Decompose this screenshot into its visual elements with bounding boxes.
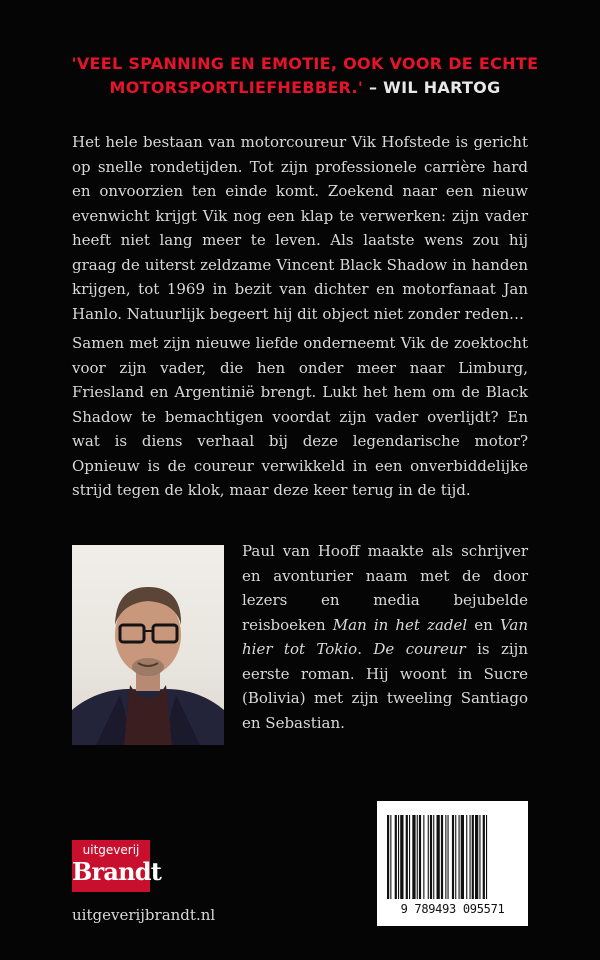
bio-book-title-2: Van hier tot Tokio bbox=[242, 615, 528, 658]
quote-dash: – bbox=[368, 78, 378, 97]
review-quote bbox=[60, 52, 550, 100]
barcode-bar bbox=[433, 815, 434, 899]
barcode-bar bbox=[409, 815, 410, 899]
bio-text-4: is zijn eerste roman. Hij woont in Sucre (Bolivia) met zijn tweeling Santiago en Sebastian. bbox=[242, 640, 528, 732]
bio-text-1: Paul van Hooff maakte als schrijver en avonturier naam met de door lezers en media bejubelde reisboeken bbox=[242, 542, 528, 634]
quote-author: WIL HARTOG bbox=[383, 78, 501, 97]
barcode-bar bbox=[400, 815, 403, 899]
isbn-number: 9 789493 095571 bbox=[400, 902, 505, 916]
publisher-logo-big: Brandt bbox=[72, 857, 161, 886]
barcode-bar bbox=[430, 815, 432, 899]
barcode-bar bbox=[461, 815, 464, 899]
barcode-bar bbox=[470, 815, 471, 899]
barcode-bar bbox=[459, 815, 460, 899]
barcode-bar bbox=[486, 815, 487, 899]
blurb-paragraph-2: Samen met zijn nieuwe liefde onderneemt Vik de zoektocht voor zijn vader, die hen onder meer naar Limburg, Friesland en Argentinië brengt. Lukt het hem om de Black Shadow te bemachtigen voordat zijn vader overlijdt? En wat is diens verhaal bij deze legendarische motor? Opnieuw is de coureur verwikkeld in een onverbiddelijke strijd tegen de klok, maar deze keer terug in de tijd. bbox=[72, 334, 528, 499]
bio-book-title-1: Man in het zadel bbox=[332, 615, 468, 634]
publisher-logo bbox=[72, 840, 161, 892]
barcode-bar bbox=[475, 815, 478, 899]
barcode-bar bbox=[412, 815, 415, 899]
bio-book-title-3: De coureur bbox=[373, 640, 466, 658]
barcode-bar bbox=[445, 815, 446, 899]
barcode-bar bbox=[419, 815, 421, 899]
barcode-bar bbox=[455, 815, 456, 899]
bio-text-2: en bbox=[467, 615, 500, 634]
isbn-barcode bbox=[377, 801, 528, 926]
blurb-paragraph-1: Het hele bestaan van motorcoureur Vik Hofstede is gericht op snelle rondetijden. Tot zijn professionele carrière hard en onvoorzien ten einde komt. Zoekend naar een nieuw evenwicht krijgt Vik nog een klap te verwerken: zijn vader heeft niet lang meer te leven. Als laatste wens zou hij graag de uiterst zeldzame Vincent Black Shadow in handen krijgen, tot 1969 in bezit van dichter en motorfanaat Jan Hanlo. Natuurlijk begeert hij dit object niet zonder reden… bbox=[72, 133, 528, 323]
author-bio bbox=[242, 539, 528, 735]
barcode-bar bbox=[423, 815, 424, 899]
barcode-bar bbox=[395, 815, 397, 899]
barcode-bar bbox=[387, 815, 389, 899]
barcode-bar bbox=[390, 815, 391, 899]
publisher-website: uitgeverijbrandt.nl bbox=[72, 906, 216, 924]
barcode-bar bbox=[483, 815, 485, 899]
publisher-logo-small: uitgeverij bbox=[82, 843, 140, 857]
barcode-bar bbox=[452, 815, 454, 899]
quote-text-line2: MOTORSPORTLIEFHEBBER.' bbox=[109, 78, 364, 97]
bio-text-3: . bbox=[357, 640, 374, 658]
author-photo bbox=[72, 545, 224, 745]
barcode-bar bbox=[448, 815, 449, 899]
barcode-bar bbox=[479, 815, 480, 899]
quote-text-line1: 'VEEL SPANNING EN EMOTIE, OOK VOOR DE ECHTE bbox=[71, 54, 539, 73]
barcode-bar bbox=[472, 815, 474, 899]
barcode-bar bbox=[437, 815, 440, 899]
barcode-bar bbox=[406, 815, 408, 899]
barcode-bar bbox=[441, 815, 443, 899]
barcode-bar bbox=[428, 815, 429, 899]
barcode-bar bbox=[417, 815, 418, 899]
barcode-bar bbox=[466, 815, 467, 899]
barcode-bar bbox=[398, 815, 399, 899]
